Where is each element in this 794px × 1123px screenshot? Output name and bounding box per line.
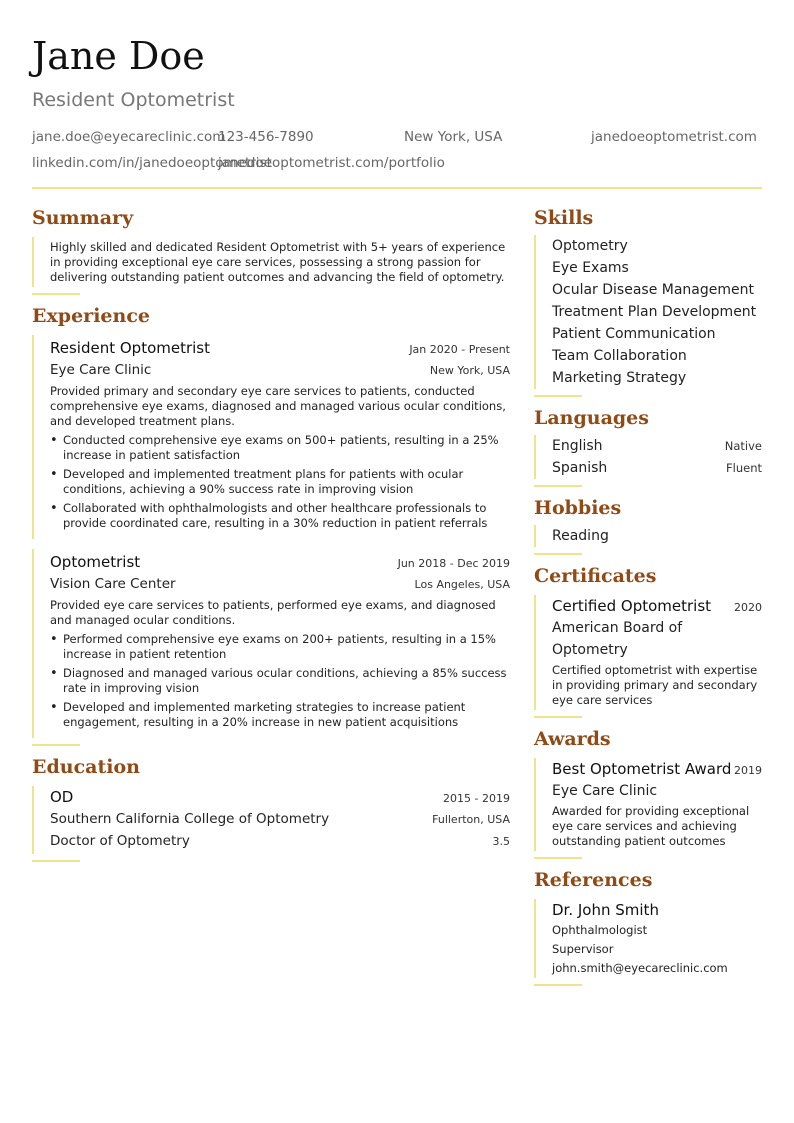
language-item bbox=[552, 457, 762, 479]
section-divider bbox=[534, 857, 582, 859]
job-company: Vision Care Center bbox=[50, 576, 176, 592]
degree-title: OD bbox=[50, 788, 74, 806]
award-year: 2019 bbox=[734, 764, 762, 777]
candidate-title: Resident Optometrist bbox=[32, 89, 235, 111]
school-location: Fullerton, USA bbox=[432, 813, 510, 826]
certificate-title: Certified Optometrist bbox=[552, 597, 712, 615]
section-divider bbox=[534, 716, 582, 718]
education-heading: Education bbox=[32, 756, 140, 778]
degree-field: Doctor of Optometry bbox=[50, 833, 190, 849]
summary-text: Highly skilled and dedicated Resident Optometrist with 5+ years of experience in providing exceptional eye care services, possessing a strong passion for delivering outstanding patient outcomes and advancing the field of optometry. bbox=[50, 240, 506, 284]
section-divider bbox=[534, 984, 582, 986]
language-name: English bbox=[552, 438, 603, 454]
reference-entry bbox=[534, 899, 762, 978]
job-description: Provided primary and secondary eye care services to patients, conducted comprehensive eye exams, diagnosed and managed various ocular conditions, and developed treatment plans. bbox=[50, 384, 506, 428]
award-description: Awarded for providing exceptional eye care services and achieving outstanding patient outcomes bbox=[552, 804, 750, 848]
skill-item: Team Collaboration bbox=[552, 348, 687, 364]
achievement-item: • Developed and implemented treatment plans for patients with ocular conditions, achieving a 90% success rate in improving vision bbox=[50, 467, 510, 497]
school-name: Southern California College of Optometry bbox=[50, 811, 330, 827]
education-entry bbox=[32, 786, 510, 854]
skill-item: Marketing Strategy bbox=[552, 370, 687, 386]
skills-section bbox=[534, 203, 762, 397]
award-title: Best Optometrist Award bbox=[552, 760, 732, 778]
experience-heading: Experience bbox=[32, 305, 150, 327]
certificate-entry bbox=[534, 595, 762, 710]
right-column bbox=[534, 203, 762, 992]
skills-list bbox=[534, 235, 762, 389]
phone-text: 123-456-7890 bbox=[218, 129, 314, 145]
languages-section bbox=[534, 403, 762, 487]
education-section bbox=[32, 752, 510, 862]
job-company: Eye Care Clinic bbox=[50, 362, 152, 378]
job-entry bbox=[32, 549, 510, 738]
section-divider bbox=[534, 485, 582, 487]
email-link[interactable]: jane.doe@eyecareclinic.com bbox=[32, 129, 226, 145]
experience-section bbox=[32, 301, 510, 746]
references-section bbox=[534, 865, 762, 986]
references-heading: References bbox=[534, 869, 653, 891]
website-link[interactable]: janedoeoptometrist.com bbox=[591, 129, 757, 145]
section-divider bbox=[32, 860, 80, 862]
job-achievements bbox=[50, 433, 510, 531]
reference-role: Ophthalmologist bbox=[552, 923, 648, 937]
job-description: Provided eye care services to patients, performed eye exams, and diagnosed and managed ocular conditions. bbox=[50, 598, 496, 627]
job-location: Los Angeles, USA bbox=[414, 578, 510, 591]
languages-heading: Languages bbox=[534, 407, 649, 429]
gpa-value: 3.5 bbox=[492, 835, 510, 848]
certificates-heading: Certificates bbox=[534, 565, 657, 587]
achievement-item: • Diagnosed and managed various ocular conditions, achieving a 85% success rate in improving vision bbox=[50, 666, 510, 696]
achievement-item: • Developed and implemented marketing strategies to increase patient engagement, resulting in a 20% increase in new patient acquisitions bbox=[50, 700, 510, 730]
achievement-item: • Collaborated with ophthalmologists and other healthcare professionals to provide coordinated care, resulting in a 30% reduction in patient referrals bbox=[50, 501, 510, 531]
job-location: New York, USA bbox=[429, 364, 510, 377]
location-text: New York, USA bbox=[404, 129, 503, 145]
job-dates: Jan 2020 - Present bbox=[409, 343, 510, 356]
achievement-item: • Conducted comprehensive eye exams on 500+ patients, resulting in a 25% increase in patient satisfaction bbox=[50, 433, 510, 463]
job-achievements bbox=[50, 632, 510, 730]
job-title: Optometrist bbox=[50, 553, 141, 571]
awards-heading: Awards bbox=[534, 728, 611, 750]
language-item bbox=[552, 435, 762, 457]
hobbies-section bbox=[534, 493, 762, 555]
award-issuer: Eye Care Clinic bbox=[552, 783, 658, 799]
job-entry bbox=[32, 335, 510, 539]
left-column bbox=[32, 203, 510, 868]
skill-item: Eye Exams bbox=[552, 260, 629, 276]
certificate-issuer: American Board of Optometry bbox=[552, 620, 683, 658]
summary-section bbox=[32, 203, 510, 295]
reference-relation: Supervisor bbox=[552, 942, 614, 956]
language-level: Native bbox=[724, 439, 762, 453]
header-divider bbox=[32, 187, 762, 189]
skill-item: Optometry bbox=[552, 238, 628, 254]
certificate-description: Certified optometrist with expertise in providing primary and secondary eye care services bbox=[552, 663, 758, 707]
job-dates: Jun 2018 - Dec 2019 bbox=[397, 557, 510, 570]
candidate-name: Jane Doe bbox=[32, 34, 205, 78]
achievement-item: • Performed comprehensive eye exams on 200+ patients, resulting in a 15% increase in patient retention bbox=[50, 632, 510, 662]
section-divider bbox=[32, 744, 80, 746]
hobby-item: Reading bbox=[552, 528, 609, 544]
skills-heading: Skills bbox=[534, 207, 594, 229]
education-dates: 2015 - 2019 bbox=[443, 792, 510, 805]
certificates-section bbox=[534, 561, 762, 718]
job-title: Resident Optometrist bbox=[50, 339, 211, 357]
section-divider bbox=[534, 395, 582, 397]
languages-list bbox=[534, 435, 762, 479]
hobbies-list bbox=[534, 525, 762, 547]
skill-item: Patient Communication bbox=[552, 326, 716, 342]
linkedin-link[interactable]: linkedin.com/in/janedoeoptometrist bbox=[32, 155, 272, 171]
awards-section bbox=[534, 724, 762, 859]
section-divider bbox=[32, 293, 80, 295]
reference-email-link[interactable]: john.smith@eyecareclinic.com bbox=[552, 961, 728, 975]
hobbies-heading: Hobbies bbox=[534, 497, 622, 519]
section-divider bbox=[534, 553, 582, 555]
language-level: Fluent bbox=[726, 461, 762, 475]
portfolio-link[interactable]: janedoeoptometrist.com/portfolio bbox=[218, 155, 445, 171]
summary-heading: Summary bbox=[32, 207, 134, 229]
certificate-year: 2020 bbox=[734, 601, 762, 614]
skill-item: Ocular Disease Management bbox=[552, 282, 755, 298]
skill-item: Treatment Plan Development bbox=[552, 304, 757, 320]
reference-name: Dr. John Smith bbox=[552, 901, 659, 919]
language-name: Spanish bbox=[552, 460, 608, 476]
award-entry bbox=[534, 758, 762, 851]
summary-block bbox=[32, 237, 510, 287]
